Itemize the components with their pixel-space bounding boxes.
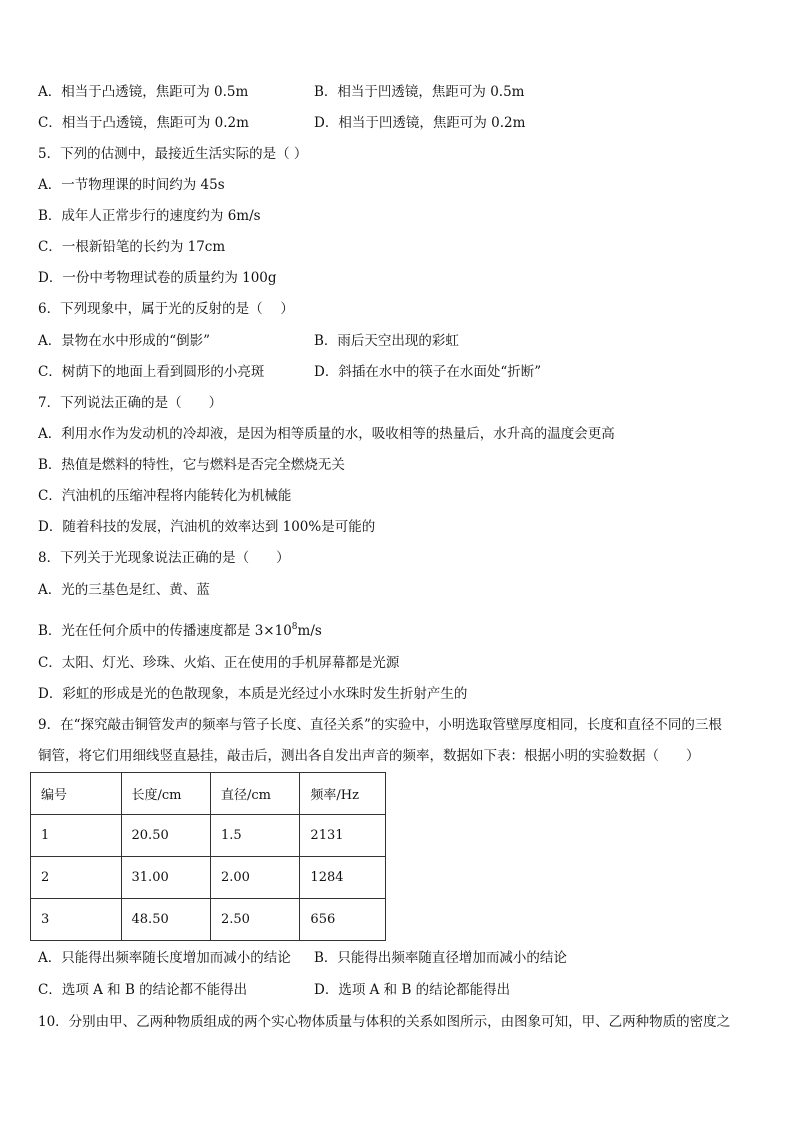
table-row xyxy=(31,899,386,941)
table-cell: 20.50 xyxy=(121,815,210,857)
q9-option-a: A．只能得出频率随长度增加而减小的结论 xyxy=(38,950,291,966)
q9-stem-line2: 铜管，将它们用细线竖直悬挂，敲击后，测出各自发出声音的频率，数据如下表：根据小明的实验数据（ ） xyxy=(38,748,700,764)
q9-option-c: C．选项 A 和 B 的结论都不能得出 xyxy=(38,982,248,998)
q8-option-a: A．光的三基色是红、黄、蓝 xyxy=(38,582,210,598)
table-header-row xyxy=(31,773,386,815)
q5-option-b: B．成年人正常步行的速度约为 6m/s xyxy=(38,208,261,224)
table-cell: 48.50 xyxy=(121,899,210,941)
table-row xyxy=(31,857,386,899)
table-header-cell: 直径/cm xyxy=(210,773,299,815)
q7-option-d: D．随着科技的发展，汽油机的效率达到 100%是可能的 xyxy=(38,519,376,535)
q7-option-b: B．热值是燃料的特性，它与燃料是否完全燃烧无关 xyxy=(38,457,345,473)
table-cell: 656 xyxy=(300,899,386,941)
q8-option-c: C．太阳、灯光、珍珠、火焰、正在使用的手机屏幕都是光源 xyxy=(38,655,400,671)
table-header-cell: 编号 xyxy=(31,773,122,815)
table-row xyxy=(31,815,386,857)
table-cell: 1 xyxy=(31,815,122,857)
q8-option-b xyxy=(38,617,322,641)
q5-option-c: C．一根新铅笔的长约为 17cm xyxy=(38,239,226,255)
q8-stem: 8．下列关于光现象说法正确的是（ ） xyxy=(38,550,290,566)
q9-stem-line1: 9．在“探究敲击铜管发声的频率与管子长度、直径关系”的实验中，小明选取管壁厚度相同，长度和直径不同的三根 xyxy=(38,717,722,733)
q8-option-d: D．彩虹的形成是光的色散现象，本质是光经过小水珠时发生折射产生的 xyxy=(38,686,468,702)
q10-stem: 10．分别由甲、乙两种物质组成的两个实心物体质量与体积的关系如图所示，由图象可知，甲、乙两种物质的密度之 xyxy=(38,1014,731,1030)
q8-option-b-prefix: B．光在任何介质中的传播速度都是 3×10 xyxy=(38,623,292,639)
q4-option-c: C．相当于凸透镜，焦距可为 0.2m xyxy=(38,115,249,131)
q8-option-b-exponent: 8 xyxy=(291,622,298,632)
table-cell: 1284 xyxy=(300,857,386,899)
q6-option-c: C．树荫下的地面上看到圆形的小亮斑 xyxy=(38,364,265,380)
table-cell: 31.00 xyxy=(121,857,210,899)
table-header-cell: 频率/Hz xyxy=(300,773,386,815)
q6-option-a: A．景物在水中形成的“倒影” xyxy=(38,333,211,349)
table-cell: 2 xyxy=(31,857,122,899)
q8-option-b-suffix: m/s xyxy=(297,623,322,639)
q6-option-b: B．雨后天空出现的彩虹 xyxy=(314,333,459,349)
table-cell: 2.50 xyxy=(210,899,299,941)
q9-option-d: D．选项 A 和 B 的结论都能得出 xyxy=(314,982,511,998)
q6-option-d: D．斜插在水中的筷子在水面处“折断” xyxy=(314,364,542,380)
q6-stem: 6．下列现象中，属于光的反射的是（ ） xyxy=(38,301,294,317)
table-cell: 1.5 xyxy=(210,815,299,857)
q4-option-d: D．相当于凹透镜，焦距可为 0.2m xyxy=(314,115,526,131)
q5-option-a: A．一节物理课的时间约为 45s xyxy=(38,177,225,193)
q4-option-a: A．相当于凸透镜，焦距可为 0.5m xyxy=(38,84,249,100)
table-cell: 2131 xyxy=(300,815,386,857)
q5-option-d: D．一份中考物理试卷的质量约为 100g xyxy=(38,270,277,286)
q4-option-b: B．相当于凹透镜，焦距可为 0.5m xyxy=(314,84,525,100)
q5-stem: 5．下列的估测中，最接近生活实际的是（ ） xyxy=(38,146,308,162)
table-cell: 3 xyxy=(31,899,122,941)
q7-option-c: C．汽油机的压缩冲程将内能转化为机械能 xyxy=(38,488,292,504)
q7-stem: 7．下列说法正确的是（ ） xyxy=(38,395,223,411)
q9-option-b: B．只能得出频率随直径增加而减小的结论 xyxy=(314,950,567,966)
q7-option-a: A．利用水作为发动机的冷却液，是因为相等质量的水，吸收相等的热量后，水升高的温度会更高 xyxy=(38,426,615,442)
q9-data-table xyxy=(30,772,386,941)
table-cell: 2.00 xyxy=(210,857,299,899)
table-header-cell: 长度/cm xyxy=(121,773,210,815)
